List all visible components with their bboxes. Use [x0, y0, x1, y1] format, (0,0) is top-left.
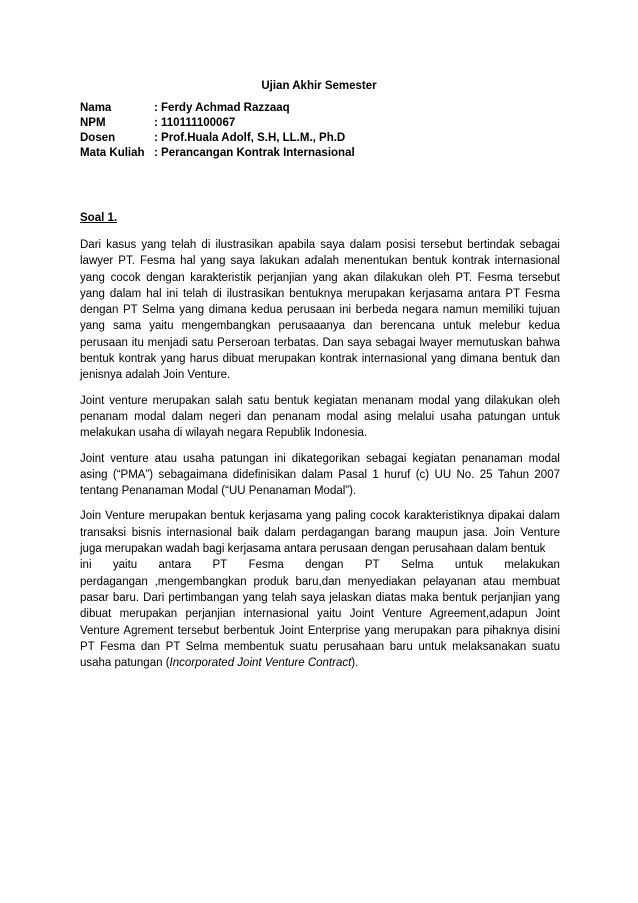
info-value: : 110111100067 — [154, 117, 236, 129]
spread-word: dengan — [305, 559, 344, 572]
spread-word: melakukan — [504, 559, 560, 572]
info-row-npm — [80, 116, 355, 131]
student-info — [80, 101, 355, 161]
info-label: NPM — [80, 117, 106, 129]
paragraph-4 — [80, 508, 560, 671]
info-row-nama — [80, 101, 355, 116]
contract-term-italic: Incorporated Joint Venture Contract — [169, 657, 352, 670]
info-value: : Ferdy Achmad Razzaaq — [154, 102, 290, 114]
info-value: : Perancangan Kontrak Internasional — [154, 147, 355, 159]
spread-word: Fesma — [248, 559, 284, 572]
spread-word: antara — [158, 559, 192, 572]
page-title: Ujian Akhir Semester — [261, 80, 377, 92]
info-row-mata-kuliah — [80, 146, 355, 161]
paragraph-2: Joint venture merupakan salah satu bentuk kegiatan menanam modal yang dilakukan oleh penanam modal dalam negeri dan penanam modal asing melalui usaha patungan untuk melakukan usaha di wilayah negara Republik Indonesia. — [80, 394, 560, 440]
info-label: Mata Kuliah — [80, 147, 145, 159]
info-row-dosen — [80, 131, 355, 146]
paragraph-4-text: perdagangan ,mengembangkan produk baru,dan menyediakan pelayanan atau membuat pasar baru. Dari pertimbangan yang telah saya jelaskan diatas maka bentuk perjanjian yang dibuat merupakan perjanjian internasional yaitu Joint Venture Agreement,adapun Joint Venture Agrement tersebut berbentuk Joint Enterprise yang merupakan para pihaknya disini PT Fesma dan PT Selma membentuk suatu perusahaan baru untuk melaksanakan suatu usaha patungan ( — [80, 575, 560, 670]
paragraph-4-spread-line — [80, 557, 560, 573]
info-label: Dosen — [80, 132, 116, 144]
info-value: : Prof.Huala Adolf, S.H, LL.M., Ph.D — [154, 132, 346, 144]
paragraph-3: Joint venture atau usaha patungan ini dikategorikan sebagai kegiatan penanaman modal asing (“PMA”) sebagaimana didefinisikan dalam Pasal 1 huruf (c) UU No. 25 Tahun 2007 tentang Penanaman Modal (“UU Penanaman Modal”). — [80, 452, 560, 498]
paragraph-4-end: ). — [351, 657, 359, 670]
spread-word: Selma — [400, 559, 434, 572]
paragraph-4-part-a: Join Venture merupakan bentuk kerjasama yang paling cocok karakteristiknya dipakai dalam transaksi bisnis internasional baik dalam perdagangan barang maupun jasa. Join Venture juga merupakan wadah bagi kerjasama antara perusaan dengan perusahaan dalam bentuk — [80, 510, 560, 556]
spread-word: ini — [80, 559, 92, 572]
info-label: Nama — [80, 102, 112, 114]
paragraph-1: Dari kasus yang telah di ilustrasikan apabila saya dalam posisi tersebut bertindak sebagai lawyer PT. Fesma hal yang saya lakukan adalah menentukan bentuk kontrak internasional yang cocok dengan karakteristik perjanjian yang akan dilakukan oleh PT. Fesma tersebut yang dalam hal ini telah di ilustrasikan bentuknya merupakan kerjasama antara PT Fesma dengan PT Selma yang dimana kedua perusaan ini berbeda negara namun memiliki tujuan yang sama yaitu mengembangkan perusaaanya dan berencana untuk melebur kedua perusaan itu menjadi satu Perseroan terbatas. Dan saya sebagai lwayer memutuskan bahwa bentuk kontrak yang harus dibuat merupakan kontrak internasional yang dimana bentuk dan jenisnya adalah Join Venture. — [80, 239, 560, 382]
section-heading: Soal 1. — [80, 212, 118, 224]
question-section — [80, 211, 560, 671]
spread-word: PT — [212, 559, 228, 572]
spread-word: untuk — [454, 559, 483, 572]
spread-word: yaitu — [112, 559, 138, 572]
spread-word: PT — [364, 559, 380, 572]
paragraph-4-part-b — [80, 574, 560, 672]
